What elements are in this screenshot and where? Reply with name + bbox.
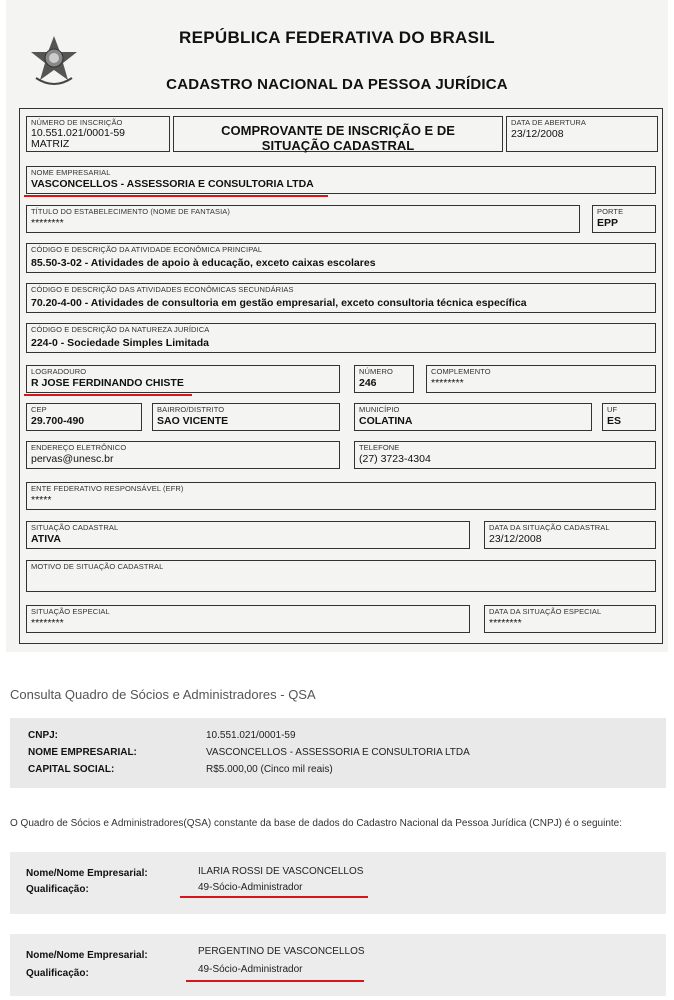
email-value: pervas@unesc.br	[31, 453, 114, 465]
porte-box	[592, 205, 656, 233]
partner-qual: 49-Sócio-Administrador	[198, 964, 303, 975]
fantasia-box	[26, 205, 580, 233]
situacao-box	[26, 521, 470, 549]
inscricao-value: 10.551.021/0001-59	[31, 127, 126, 139]
data-situacao-especial-label: DATA DA SITUAÇÃO ESPECIAL	[489, 607, 602, 616]
fantasia-value: ********	[31, 217, 64, 229]
partner-row	[10, 852, 666, 914]
partner-name: PERGENTINO DE VASCONCELLOS	[198, 946, 365, 957]
natureza-juridica-label: CÓDIGO E DESCRIÇÃO DA NATUREZA JURÍDICA	[31, 325, 210, 334]
underline-nome	[24, 195, 328, 197]
situacao-especial-value: ********	[31, 617, 64, 629]
fantasia-label: TÍTULO DO ESTABELECIMENTO (NOME DE FANTASIA)	[31, 207, 231, 216]
numero-label: NÚMERO	[359, 367, 393, 376]
atividades-secundarias-value: 70.20-4-00 - Atividades de consultoria em gestão empresarial, exceto consultoria técnica específica	[31, 297, 527, 309]
numero-value: 246	[359, 377, 377, 389]
situacao-especial-label: SITUAÇÃO ESPECIAL	[31, 607, 110, 616]
situacao-label: SITUAÇÃO CADASTRAL	[31, 523, 119, 532]
situacao-especial-box	[26, 605, 470, 633]
document-subtitle: CADASTRO NACIONAL DA PESSOA JURÍDICA	[166, 76, 508, 93]
qsa-summary	[10, 718, 666, 788]
email-label: ENDEREÇO ELETRÔNICO	[31, 443, 127, 452]
abertura-label: DATA DE ABERTURA	[511, 118, 586, 127]
motivo-box	[26, 560, 656, 592]
bairro-box	[152, 403, 340, 431]
comprovante-box	[173, 116, 503, 152]
qsa-cnpj-value: 10.551.021/0001-59	[206, 730, 296, 741]
data-situacao-value: 23/12/2008	[489, 533, 542, 545]
complemento-box	[426, 365, 656, 393]
atividade-principal-label: CÓDIGO E DESCRIÇÃO DA ATIVIDADE ECONÔMICA PRINCIPAL	[31, 245, 263, 254]
atividade-principal-box	[26, 243, 656, 273]
data-situacao-especial-value: ********	[489, 617, 522, 629]
natureza-juridica-box	[26, 323, 656, 353]
porte-value: EPP	[597, 217, 619, 229]
qsa-intro: O Quadro de Sócios e Administradores(QSA) constante da base de dados do Cadastro Nacional da Pessoa Jurídica (CNPJ) é o seguinte:	[10, 818, 623, 829]
partner-name: ILARIA ROSSI DE VASCONCELLOS	[198, 866, 364, 877]
qsa-nome-label: NOME EMPRESARIAL:	[28, 747, 137, 758]
data-situacao-especial-box	[484, 605, 656, 633]
inscricao-box	[26, 116, 170, 152]
telefone-value: (27) 3723-4304	[359, 453, 431, 465]
bairro-value: SAO VICENTE	[157, 415, 229, 427]
partner-qual: 49-Sócio-Administrador	[198, 882, 303, 893]
porte-label: PORTE	[597, 207, 624, 216]
logradouro-value: R JOSE FERDINANDO CHISTE	[31, 377, 184, 389]
partner-name-label: Nome/Nome Empresarial:	[26, 868, 148, 879]
partner-qual-label: Qualificação:	[26, 884, 89, 895]
cep-value: 29.700-490	[31, 415, 85, 427]
form-frame	[19, 108, 663, 644]
efr-label: ENTE FEDERATIVO RESPONSÁVEL (EFR)	[31, 484, 184, 493]
qsa-heading: Consulta Quadro de Sócios e Administradores - QSA	[10, 687, 316, 702]
abertura-value: 23/12/2008	[511, 128, 564, 140]
comprovante-title: COMPROVANTE DE INSCRIÇÃO E DE SITUAÇÃO CADASTRAL	[221, 123, 455, 153]
uf-label: UF	[607, 405, 618, 414]
municipio-value: COLATINA	[359, 415, 413, 427]
underline-partner-1	[180, 896, 368, 898]
cep-label: CEP	[31, 405, 47, 414]
qsa-capital-value: R$5.000,00 (Cinco mil reais)	[206, 764, 333, 775]
partner-row	[10, 934, 666, 996]
atividades-secundarias-label: CÓDIGO E DESCRIÇÃO DAS ATIVIDADES ECONÔMICAS SECUNDÁRIAS	[31, 285, 294, 294]
bairro-label: BAIRRO/DISTRITO	[157, 405, 225, 414]
abertura-box	[506, 116, 658, 152]
underline-logradouro	[24, 394, 192, 396]
cnpj-certificate	[6, 0, 668, 652]
complemento-label: COMPLEMENTO	[431, 367, 491, 376]
inscricao-matriz: MATRIZ	[31, 138, 70, 150]
data-situacao-box	[484, 521, 656, 549]
numero-box	[354, 365, 414, 393]
uf-box	[602, 403, 656, 431]
underline-partner-2	[186, 980, 364, 982]
situacao-value: ATIVA	[31, 533, 61, 545]
telefone-box	[354, 441, 656, 469]
atividade-principal-value: 85.50-3-02 - Atividades de apoio à educação, exceto caixas escolares	[31, 257, 376, 269]
telefone-label: TELEFONE	[359, 443, 400, 452]
cep-box	[26, 403, 142, 431]
complemento-value: ********	[431, 377, 464, 389]
email-box	[26, 441, 340, 469]
nome-empresarial-box	[26, 166, 656, 194]
qsa-capital-label: CAPITAL SOCIAL:	[28, 764, 115, 775]
nome-empresarial-value: VASCONCELLOS - ASSESSORIA E CONSULTORIA LTDA	[31, 178, 314, 190]
motivo-label: MOTIVO DE SITUAÇÃO CADASTRAL	[31, 562, 164, 571]
efr-value: *****	[31, 494, 52, 506]
inscricao-label: NÚMERO DE INSCRIÇÃO	[31, 118, 123, 127]
qsa-cnpj-label: CNPJ:	[28, 730, 59, 741]
atividades-secundarias-box	[26, 283, 656, 313]
municipio-box	[354, 403, 592, 431]
data-situacao-label: DATA DA SITUAÇÃO CADASTRAL	[489, 523, 610, 532]
efr-box	[26, 482, 656, 510]
logradouro-label: LOGRADOURO	[31, 367, 87, 376]
partner-name-label: Nome/Nome Empresarial:	[26, 950, 148, 961]
logradouro-box	[26, 365, 340, 393]
nome-empresarial-label: NOME EMPRESARIAL	[31, 168, 111, 177]
natureza-juridica-value: 224-0 - Sociedade Simples Limitada	[31, 337, 209, 349]
qsa-nome-value: VASCONCELLOS - ASSESSORIA E CONSULTORIA LTDA	[206, 747, 470, 758]
municipio-label: MUNICÍPIO	[359, 405, 400, 414]
uf-value: ES	[607, 415, 622, 427]
partner-qual-label: Qualificação:	[26, 968, 89, 979]
document-title: REPÚBLICA FEDERATIVA DO BRASIL	[179, 28, 495, 47]
